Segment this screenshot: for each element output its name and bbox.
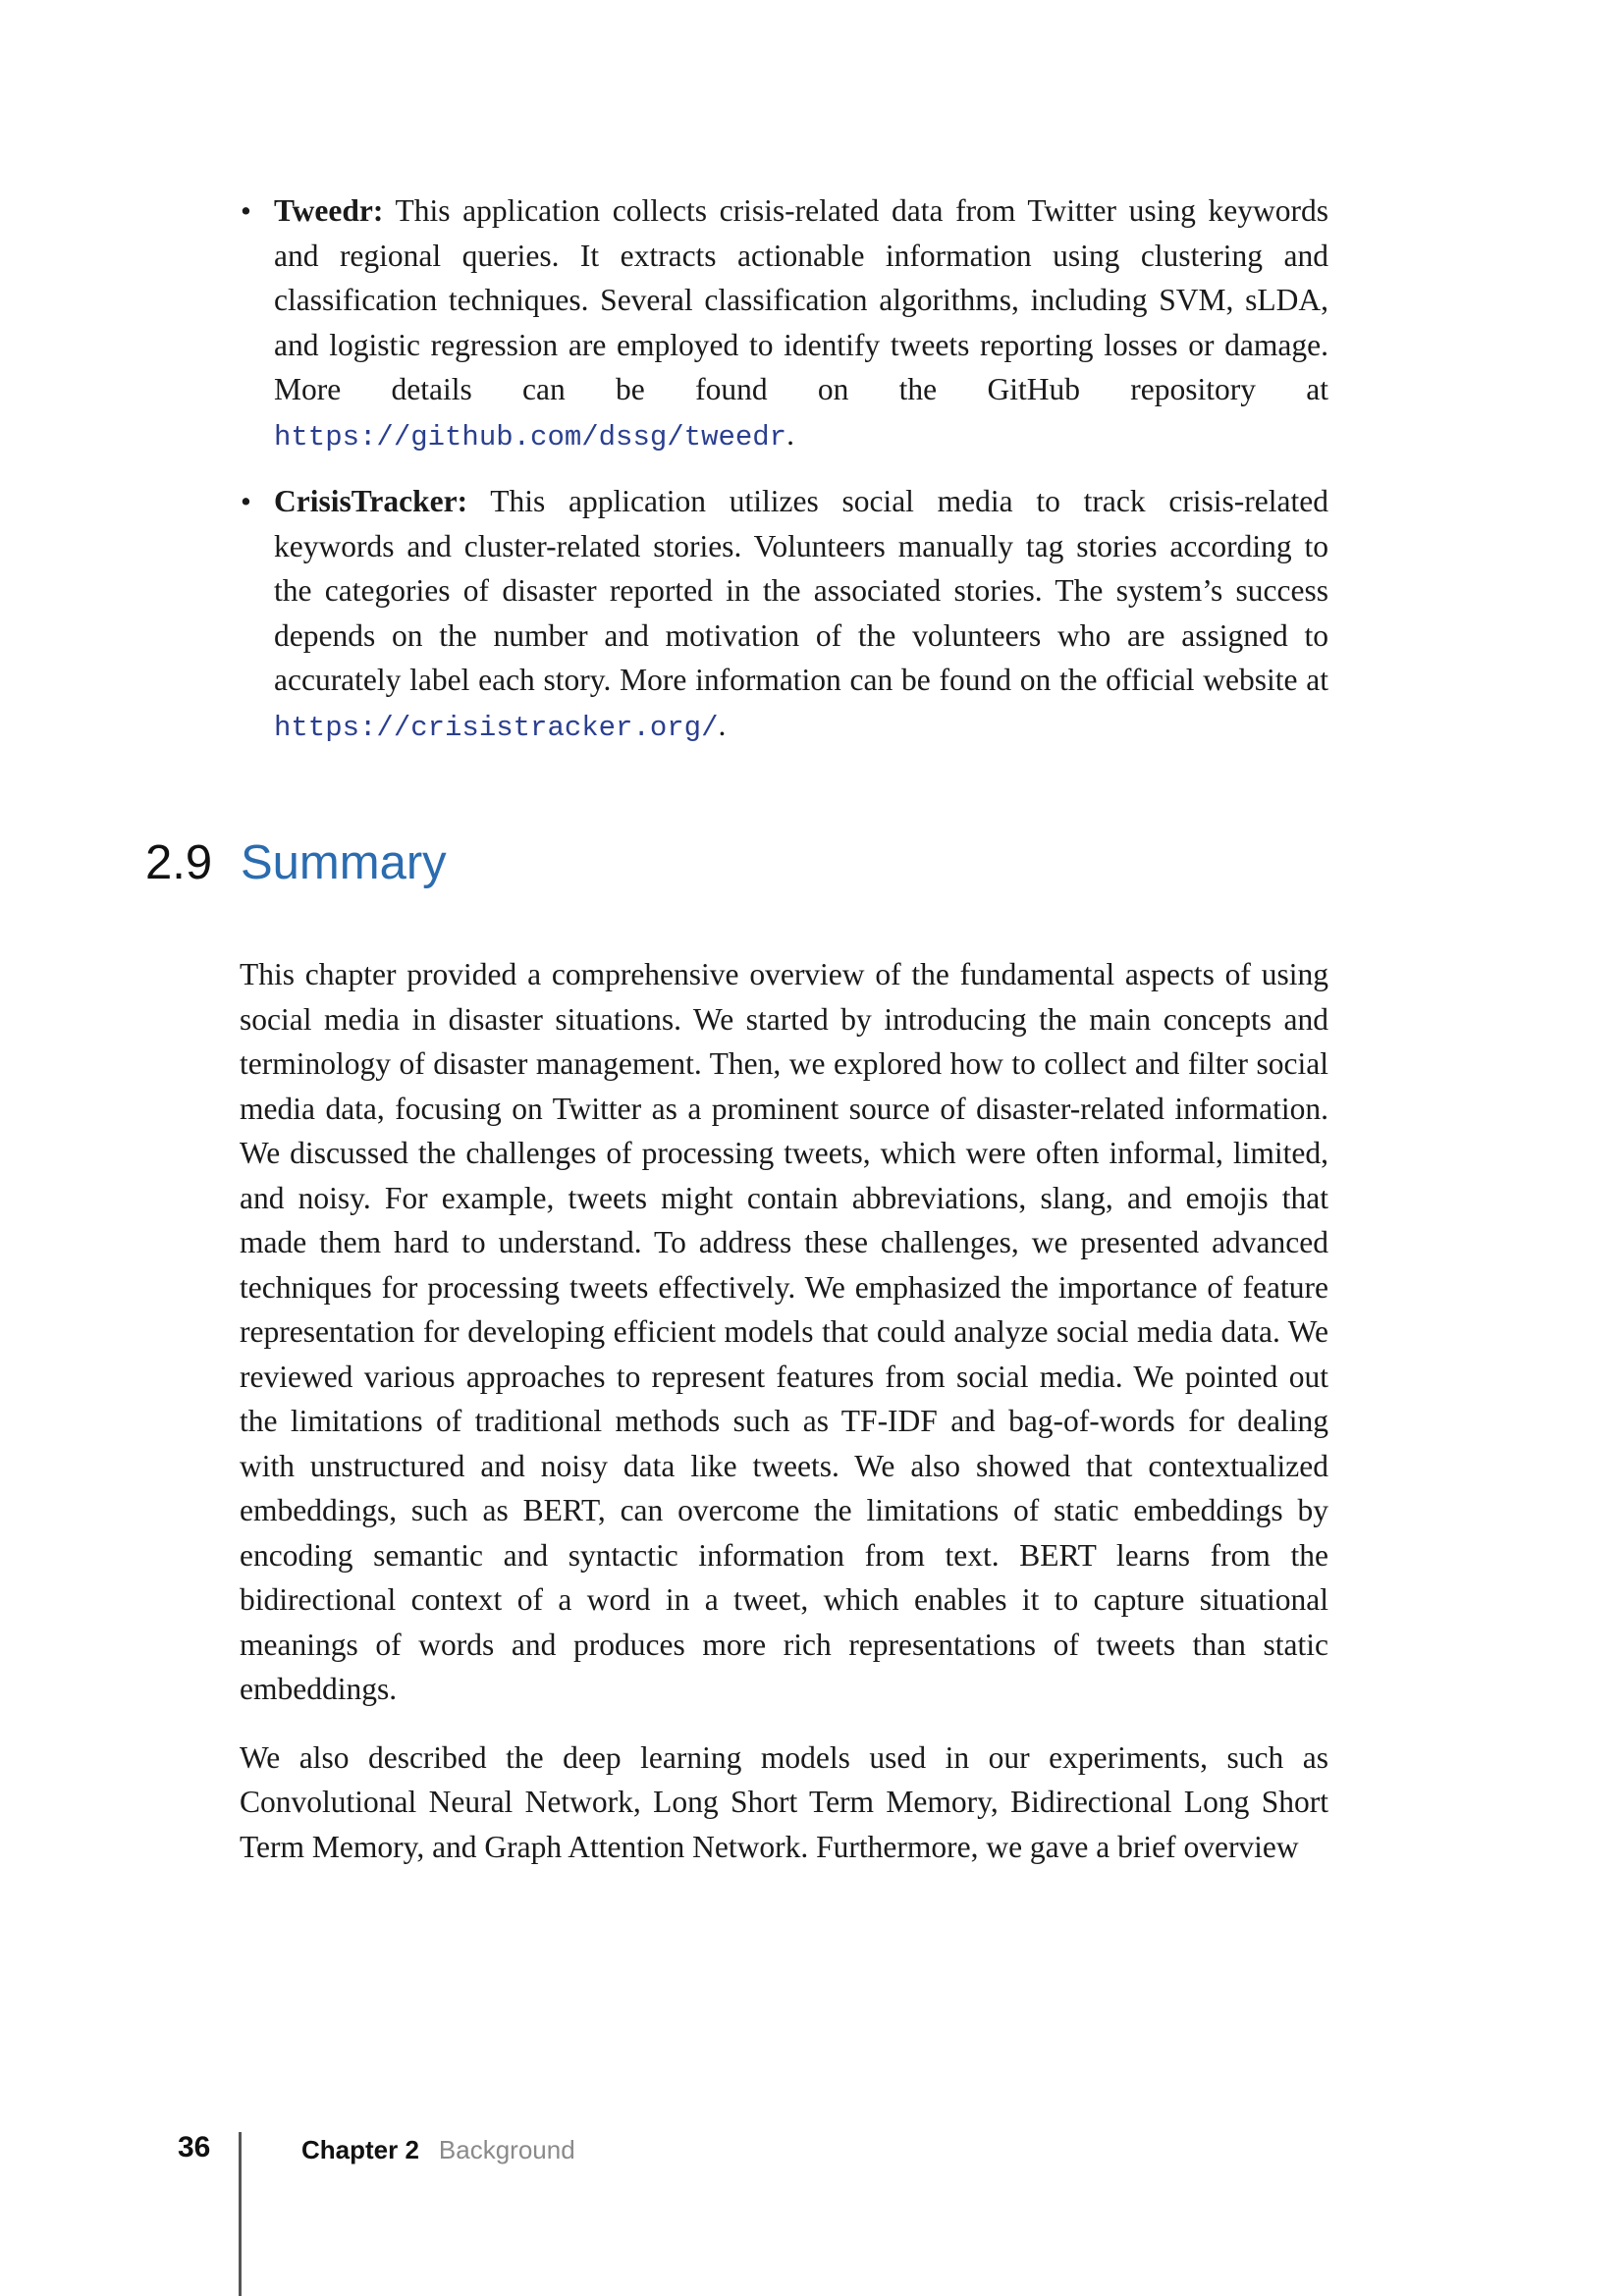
- footer-chapter-label: Chapter 2: [301, 2135, 419, 2164]
- summary-body: [240, 952, 1328, 1893]
- bullet-dot: •: [241, 193, 251, 228]
- bullet-term: Tweedr:: [274, 193, 384, 228]
- bullet-text: This application collects crisis-related data from Twitter using keywords and regional queries. It extracts actionable information using clustering and classification techniques. Several classification algorithms, including SVM, sLDA, and logistic regression are employed to identify tweets reporting losses or damage. More details can be found on the GitHub repository at: [274, 193, 1328, 406]
- bullet-item-crisistracker: [241, 479, 1328, 750]
- tweedr-github-link[interactable]: https://github.com/dssg/tweedr: [274, 420, 787, 454]
- running-footer: [301, 2135, 575, 2165]
- bullet-item-tweedr: [241, 188, 1328, 459]
- footer-divider: [239, 2132, 242, 2296]
- section-title: Summary: [241, 836, 447, 889]
- bullet-trailing-punct: .: [718, 707, 727, 742]
- summary-paragraph-2: We also described the deep learning models used in our experiments, such as Convolutional Neural Network, Long Short Term Memory, Bidirectional Long Short Term Memory, and Graph Attention Network. Furthermore, we gave a brief overview: [240, 1739, 1328, 1864]
- crisistracker-website-link[interactable]: https://crisistracker.org/: [274, 711, 719, 744]
- bullet-trailing-punct: .: [786, 416, 794, 452]
- section-number: 2.9: [145, 836, 213, 889]
- tools-bullet-list: [241, 188, 1328, 770]
- bullet-term: CrisisTracker:: [274, 484, 468, 518]
- section-heading: [145, 833, 447, 892]
- page-number: 36: [178, 2131, 211, 2163]
- bullet-text: This application utilizes social media to track crisis-related keywords and cluster-related stories. Volunteers manually tag stories according to the categories of disaster reported in the associated stories. The system’s success depends on the number and motivation of the volunteers who are assigned to accurately label each story. More information can be found on the official website at: [274, 484, 1328, 697]
- bullet-dot: •: [241, 484, 251, 518]
- footer-chapter-title: Background: [438, 2135, 575, 2164]
- summary-paragraph-1: This chapter provided a comprehensive overview of the fundamental aspects of using social media in disaster situations. We started by introducing the main concepts and terminology of disaster management. Then, we explored how to collect and filter social media data, focusing on Twitter as a prominent source of disaster-related information. We discussed the challenges of processing tweets, which were often informal, limited, and noisy. For example, tweets might contain abbreviations, slang, and emojis that made them hard to understand. To address these challenges, we presented advanced techniques for processing tweets effectively. We emphasized the importance of feature representation for developing efficient models that could analyze social media data. We reviewed various approaches to represent features from social media. We pointed out the limitations of traditional methods such as TF-IDF and bag-of-words for dealing with unstructured and noisy data like tweets. We also showed that contextualized embeddings, such as BERT, can overcome the limitations of static embeddings by encoding semantic and syntactic information from text. BERT learns from the bidirectional context of a word in a tweet, which enables it to capture situational meanings of words and produces more rich representations of tweets than static embeddings.: [240, 957, 1328, 1706]
